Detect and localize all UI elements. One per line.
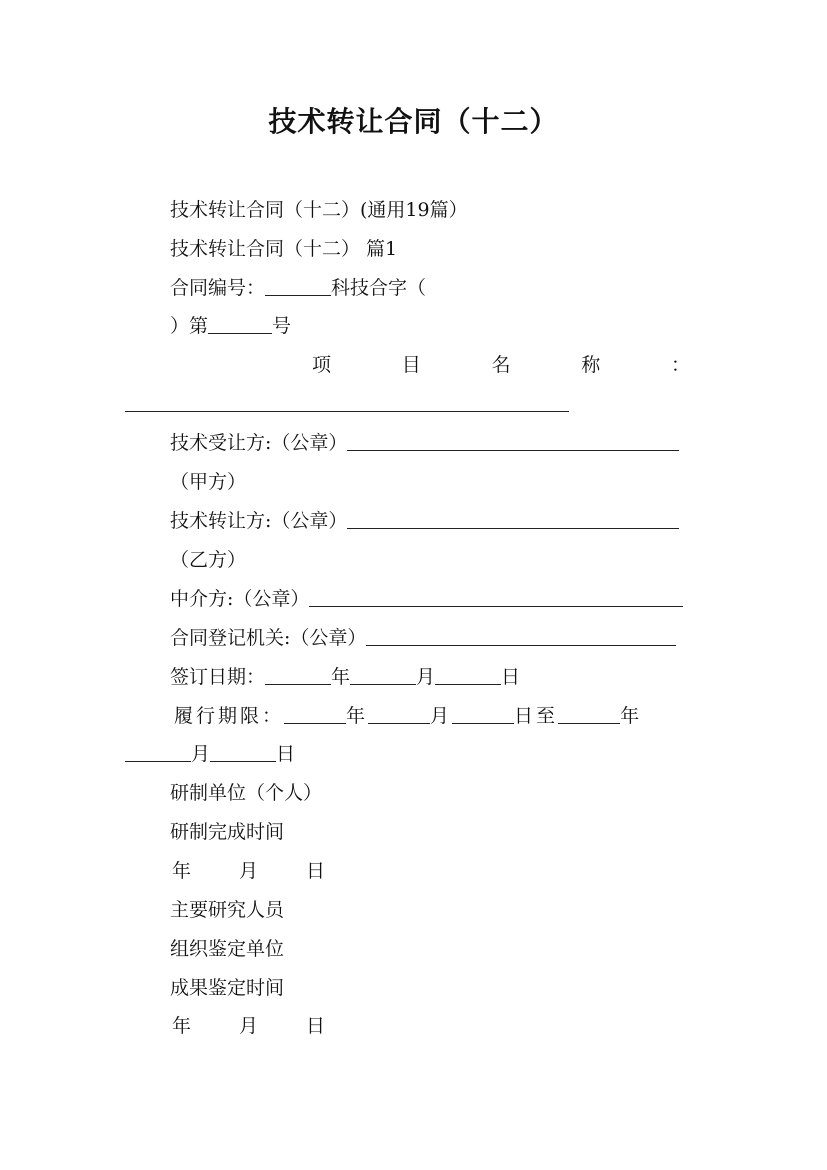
day-to-label: 日至 — [514, 705, 559, 727]
term-line — [174, 704, 642, 728]
blank-field[interactable] — [309, 588, 683, 607]
month-label: 月 — [416, 666, 436, 688]
blank-field[interactable] — [452, 705, 514, 724]
project-name-char: ： — [670, 354, 690, 376]
day-label: 日 — [501, 666, 521, 688]
year-label: 年 — [172, 860, 192, 882]
year-label: 年 — [620, 705, 643, 727]
contract-number-cont-b: 号 — [272, 315, 292, 337]
document-title: 技术转让合同（十二） — [268, 105, 559, 138]
contract-number-cont-a: ）第 — [170, 315, 209, 337]
contract-number-suffix: 科技合字（ — [331, 277, 427, 299]
document-subtitle: 技术转让合同（十二）(通用19篇） — [170, 199, 468, 221]
researchers-label: 主要研究人员 — [170, 899, 285, 921]
transferor-label: 技术转让方:（公章） — [170, 510, 348, 532]
blank-field[interactable] — [265, 666, 331, 685]
year-label: 年 — [172, 1015, 192, 1037]
research-unit-label: 研制单位（个人） — [170, 782, 323, 804]
blank-field[interactable] — [350, 666, 416, 685]
intermediary-label: 中介方:（公章） — [170, 588, 310, 610]
blank-field[interactable] — [368, 705, 430, 724]
blank-field[interactable] — [210, 743, 276, 762]
appraisal-unit-label: 组织鉴定单位 — [170, 938, 285, 960]
project-name-char: 目 — [401, 354, 421, 376]
blank-field[interactable] — [208, 315, 272, 334]
project-name-line — [125, 392, 569, 416]
transferee-line — [170, 431, 679, 455]
month-label: 月 — [430, 705, 453, 727]
project-name-char: 名 — [491, 354, 511, 376]
contract-number-line — [170, 276, 426, 300]
sign-date-line — [170, 665, 520, 689]
term-line-continued — [125, 742, 295, 766]
contract-number-continued — [170, 314, 291, 338]
year-label: 年 — [346, 705, 369, 727]
blank-field[interactable] — [347, 432, 679, 451]
year-label: 年 — [331, 666, 351, 688]
day-label: 日 — [306, 1015, 326, 1037]
day-label: 日 — [276, 743, 296, 765]
month-label: 月 — [239, 860, 259, 882]
blank-field[interactable] — [265, 277, 331, 296]
project-name-char: 称 — [581, 354, 601, 376]
blank-field[interactable] — [125, 393, 569, 412]
sign-date-label: 签订日期： — [170, 666, 266, 688]
blank-field[interactable] — [435, 666, 501, 685]
registry-line — [170, 626, 676, 650]
project-name-label — [312, 353, 690, 377]
completion-date — [172, 859, 325, 883]
contract-number-label: 合同编号： — [170, 277, 266, 299]
blank-field[interactable] — [558, 705, 620, 724]
term-label: 履行期限： — [174, 705, 285, 727]
appraisal-date — [172, 1014, 325, 1038]
transferee-label: 技术受让方:（公章） — [170, 432, 348, 454]
appraisal-time-label: 成果鉴定时间 — [170, 977, 285, 999]
blank-field[interactable] — [125, 743, 191, 762]
transferor-line — [170, 509, 679, 533]
project-name-char: 项 — [312, 354, 332, 376]
blank-field[interactable] — [366, 627, 676, 646]
transferor-party: （乙方） — [170, 549, 247, 571]
section-heading: 技术转让合同（十二） 篇1 — [170, 238, 398, 260]
day-label: 日 — [306, 860, 326, 882]
blank-field[interactable] — [347, 510, 679, 529]
completion-time-label: 研制完成时间 — [170, 821, 285, 843]
registry-label: 合同登记机关:（公章） — [170, 627, 367, 649]
transferee-party: （甲方） — [170, 471, 247, 493]
month-label: 月 — [239, 1015, 259, 1037]
blank-field[interactable] — [284, 705, 346, 724]
intermediary-line — [170, 587, 683, 611]
month-label: 月 — [191, 743, 211, 765]
